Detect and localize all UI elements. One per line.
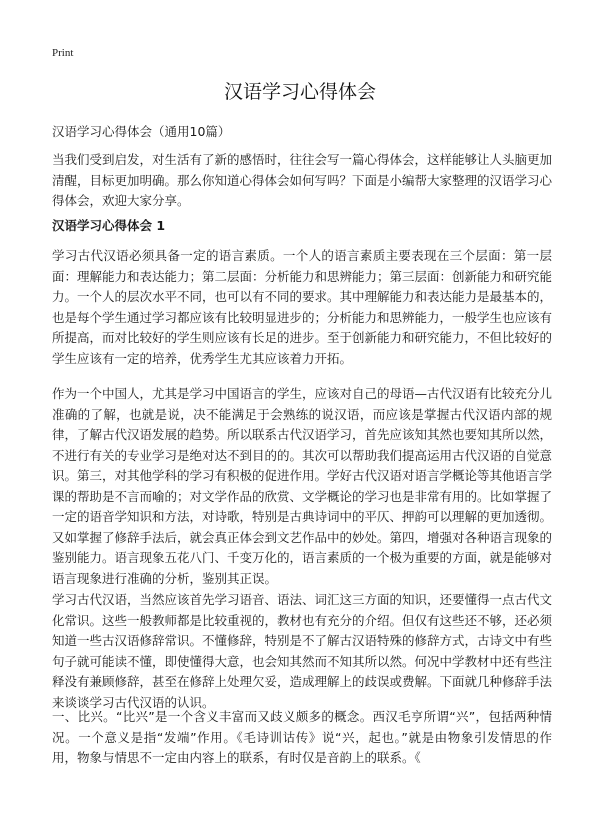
page-title: 汉语学习心得体会 [223,81,376,103]
body-paragraph: 一、比兴。“比兴”是一个含义丰富而又歧义颇多的概念。西汉毛亨所谓“兴”，包括两种情况。一个意义是指“发端”作用。《毛诗训诂传》说“兴，起也。”就是由物象引发情思的作用，物象与情思不一定由内容上的联系，有时仅是音韵上的联系。《 [52,709,552,765]
subtitle: 汉语学习心得体会（通用10篇） [52,124,231,139]
intro-paragraph: 当我们受到启发，对生活有了新的感悟时，往往会写一篇心得体会，这样能够让人头脑更加清醒，目标更加明确。那么你知道心得体会如何写吗？下面是小编帮大家整理的汉语学习心得体会，欢迎大家分享。 [52,152,553,208]
body-paragraph: 学习古代汉语，当然应该首先学习语音、语法、词汇这三方面的知识，还要懂得一点古代文化常识。这些一般教师都是比较重视的，教材也有充分的介绍。但仅有这些还不够，还必须知道一些古汉语修辞常识。不懂修辞，特别是不了解古汉语特殊的修辞方式，古诗文中有些句子就可能读不懂，即使懂得大意，也会知其然而不知其所以然。何况中学教材中还有些注释没有兼顾修辞，甚至在修辞上处理欠妥，造成理解上的歧误或费解。下面就几种修辞手法来谈谈学习古代汉语的认识。 [52,592,553,710]
section-heading: 汉语学习心得体会 1 [52,218,166,233]
body-paragraph: 作为一个中国人，尤其是学习中国语言的学生，应该对自己的母语—古代汉语有比较充分儿准确的了解，也就是说，决不能满足于会熟练的说汉语，而应该是掌握古代汉语内部的规律，了解古代汉语发展的趋势。所以联系古代汉语学习，首先应该知其然也要知其所以然，不进行有关的专业学习是绝对达不到目的的。其次可以帮助我们提高运用古代汉语的自觉意识。第三，对其他学科的学习有积极的促进作用。学好古代汉语对语言学概论等其他语言学课的帮助是不言而喻的；对文学作品的欣赏、文学概论的学习也是非常有用的。比如掌握了一定的语音学知识和方法，对诗歌，特别是古典诗词中的平仄、押韵可以理解的更加透彻。又如掌握了修辞手法后，就会真正体会到文艺作品中的妙处。第四，增强对各种语言现象的鉴别能力。语言现象五花八门、千变万化的，语言素质的一个极为重要的方面，就是能够对语言现象进行准确的分析，鉴别其正误。 [52,386,553,586]
print-link[interactable]: Print [52,47,74,59]
body-paragraph: 学习古代汉语必须具备一定的语言素质。一个人的语言素质主要表现在三个层面：第一层面：理解能力和表达能力；第二层面：分析能力和思辨能力；第三层面：创新能力和研究能力。一个人的层次水平不同，也可以有不同的要求。其中理解能力和表达能力是最基本的，也是每个学生通过学习都应该有比较明显进步的；分析能力和思辨能力，一般学生也应该有所提高，而对比较好的学生则应该有长足的进步。至于创新能力和研究能力，不但比较好的学生应该有一定的培养，优秀学生尤其应该着力开拓。 [52,248,553,366]
